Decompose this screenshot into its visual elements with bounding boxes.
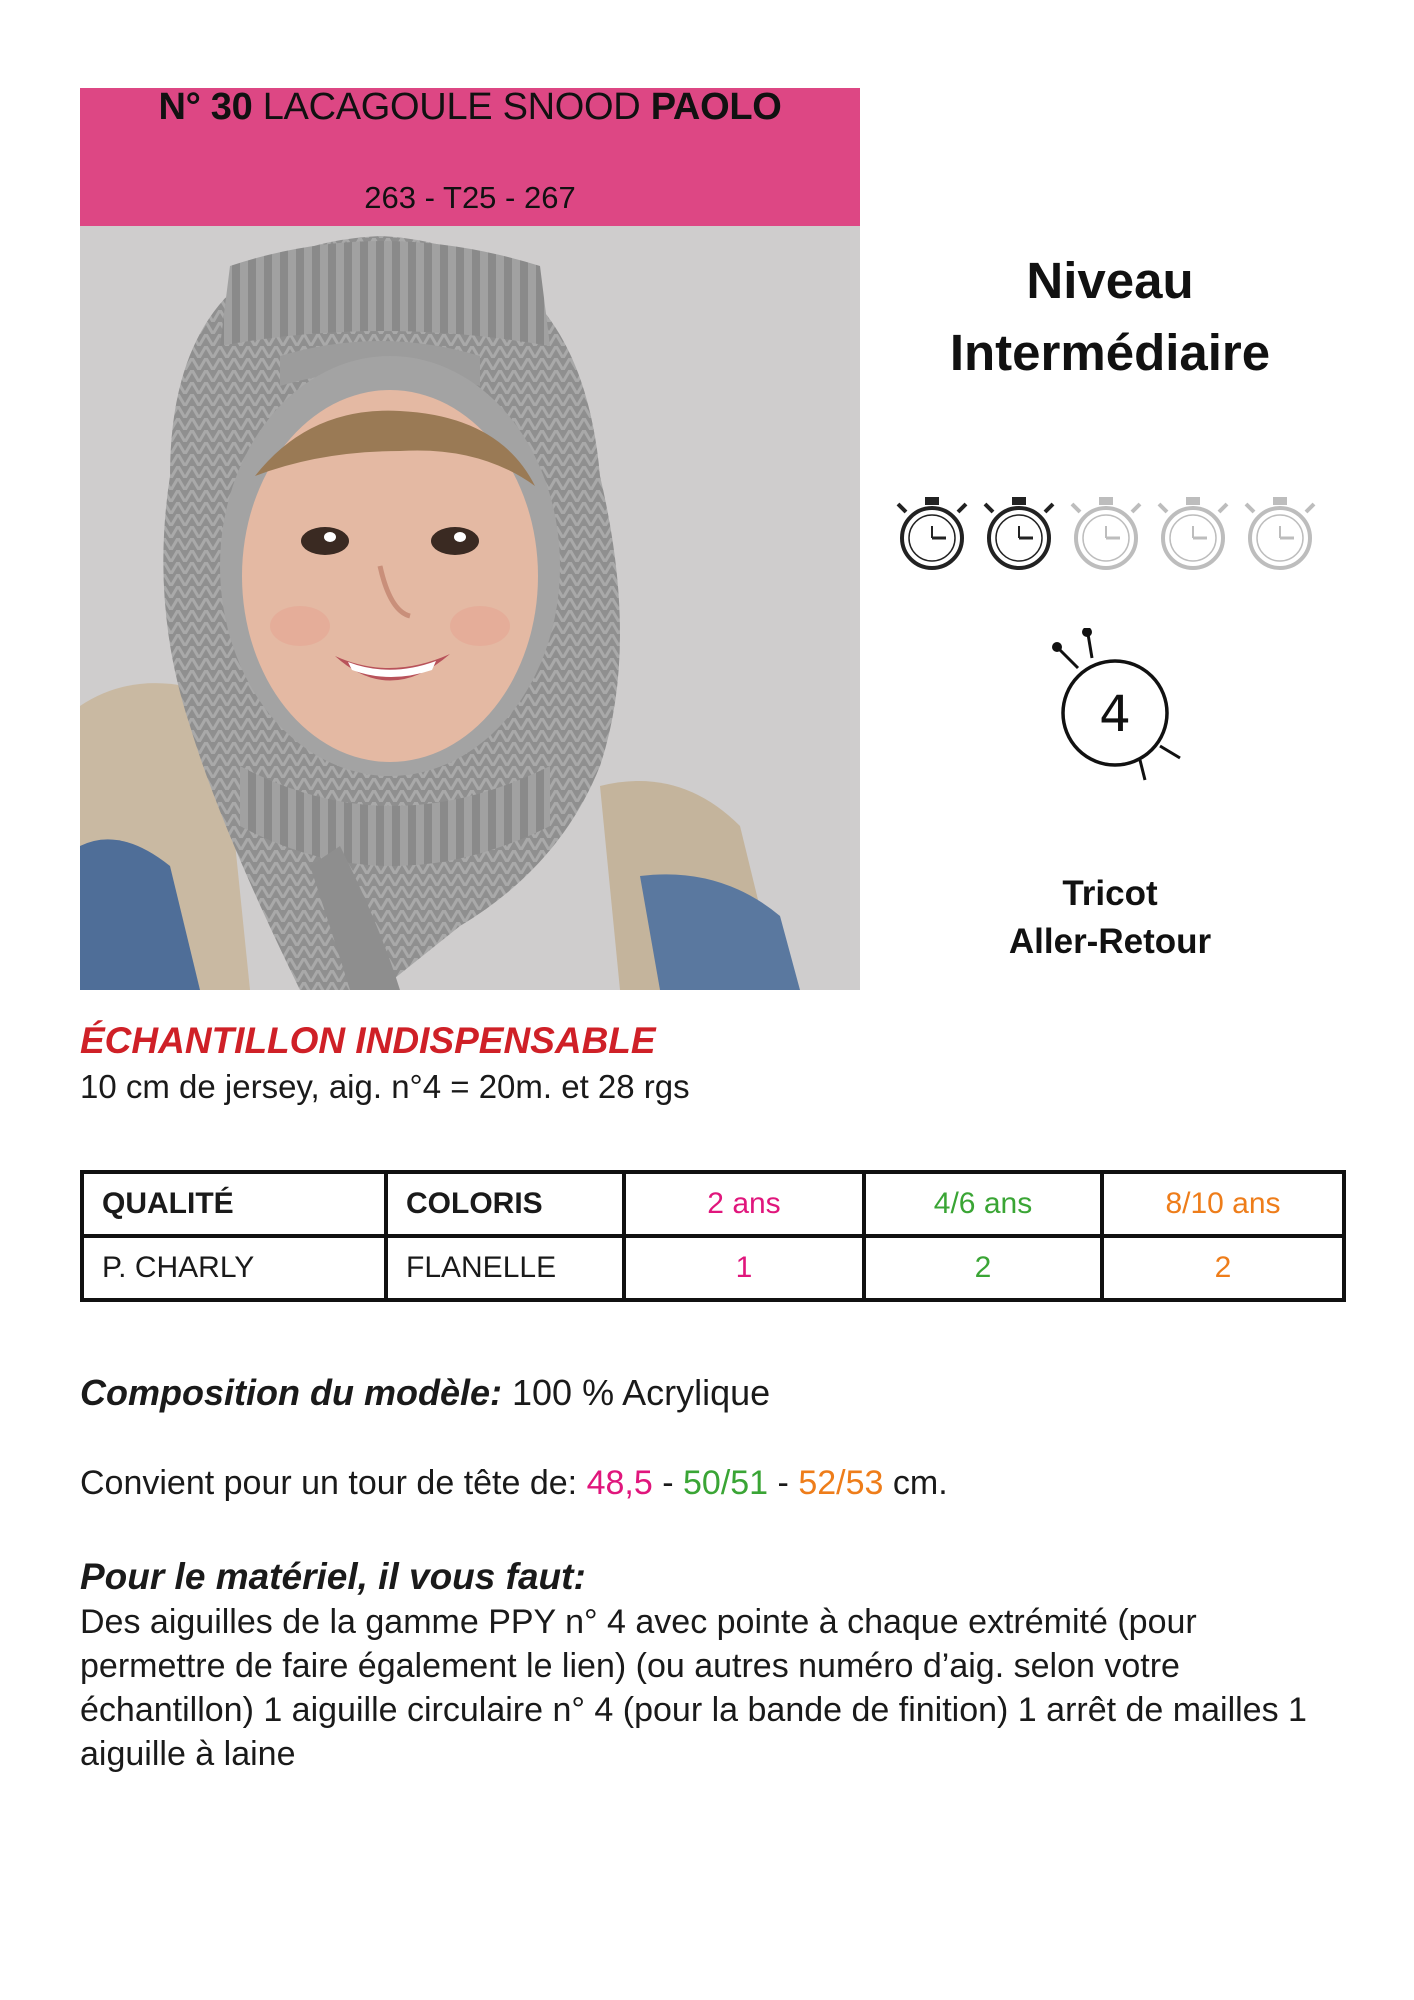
composition xyxy=(80,1372,770,1414)
head-size-prefix: Convient pour un tour de tête de: xyxy=(80,1464,578,1502)
technique xyxy=(900,870,1320,966)
model-photo xyxy=(80,226,860,990)
pattern-model-name: LACAGOULE SNOOD xyxy=(262,86,641,128)
head-size-sep-2: - xyxy=(777,1464,789,1502)
head-size xyxy=(80,1464,948,1503)
needle-size-icon xyxy=(1030,628,1200,788)
pattern-model-firstname: PAOLO xyxy=(650,86,782,128)
stopwatch-empty-icon xyxy=(1159,497,1227,568)
header-size-2: 2 ans xyxy=(624,1172,864,1236)
difficulty-label: Niveau xyxy=(1026,252,1194,309)
head-size-unit: cm. xyxy=(892,1464,948,1502)
composition-label: Composition du modèle: xyxy=(80,1372,502,1413)
material-text: Des aiguilles de la gamme PPY n° 4 avec pointe à chaque extrémité (pour permettre de faire également le lien) (ou autres numéro d’aig. selon votre échantillon) 1 aiguille circulaire n° 4 (pour la bande de finition) 1 arrêt de mailles 1 aiguille à laine xyxy=(80,1603,1307,1773)
head-size-2: 50/51 xyxy=(683,1464,769,1502)
stopwatch-filled-icon xyxy=(985,497,1053,568)
table-row xyxy=(82,1236,1344,1300)
pattern-number: N° 30 xyxy=(158,86,253,128)
cell-color: FLANELLE xyxy=(386,1236,624,1300)
technique-line1: Tricot xyxy=(1062,874,1158,913)
head-size-1: 48,5 xyxy=(586,1464,653,1502)
head-size-3: 52/53 xyxy=(798,1464,884,1502)
cell-qty-2: 1 xyxy=(624,1236,864,1300)
header-size-4-6: 4/6 ans xyxy=(864,1172,1102,1236)
cell-quality: P. CHARLY xyxy=(82,1236,386,1300)
table-header-row xyxy=(82,1172,1344,1236)
difficulty-value: Intermédiaire xyxy=(949,324,1271,381)
stopwatch-filled-icon xyxy=(898,497,966,568)
technique-line2: Aller-Retour xyxy=(1008,922,1212,961)
stopwatch-empty-icon xyxy=(1072,497,1140,568)
gauge-title: ÉCHANTILLON INDISPENSABLE xyxy=(80,1020,656,1061)
composition-value: 100 % Acrylique xyxy=(512,1372,771,1413)
header-size-8-10: 8/10 ans xyxy=(1102,1172,1344,1236)
head-size-sep-1: - xyxy=(662,1464,674,1502)
cell-qty-4-6: 2 xyxy=(864,1236,1102,1300)
header-quality: QUALITÉ xyxy=(82,1172,386,1236)
difficulty-rating xyxy=(890,488,1330,578)
pattern-title xyxy=(80,86,860,129)
cell-qty-8-10: 2 xyxy=(1102,1236,1344,1300)
stopwatch-empty-icon xyxy=(1246,497,1314,568)
pattern-refs: 263 - T25 - 267 xyxy=(364,180,576,215)
difficulty-level xyxy=(900,245,1320,389)
yarn-table xyxy=(80,1170,1346,1302)
header-color: COLORIS xyxy=(386,1172,624,1236)
needle-size-value: 4 xyxy=(1099,685,1131,743)
material-title: Pour le matériel, il vous faut: xyxy=(80,1556,586,1597)
gauge-text: 10 cm de jersey, aig. n°4 = 20m. et 28 rgs xyxy=(80,1068,690,1105)
